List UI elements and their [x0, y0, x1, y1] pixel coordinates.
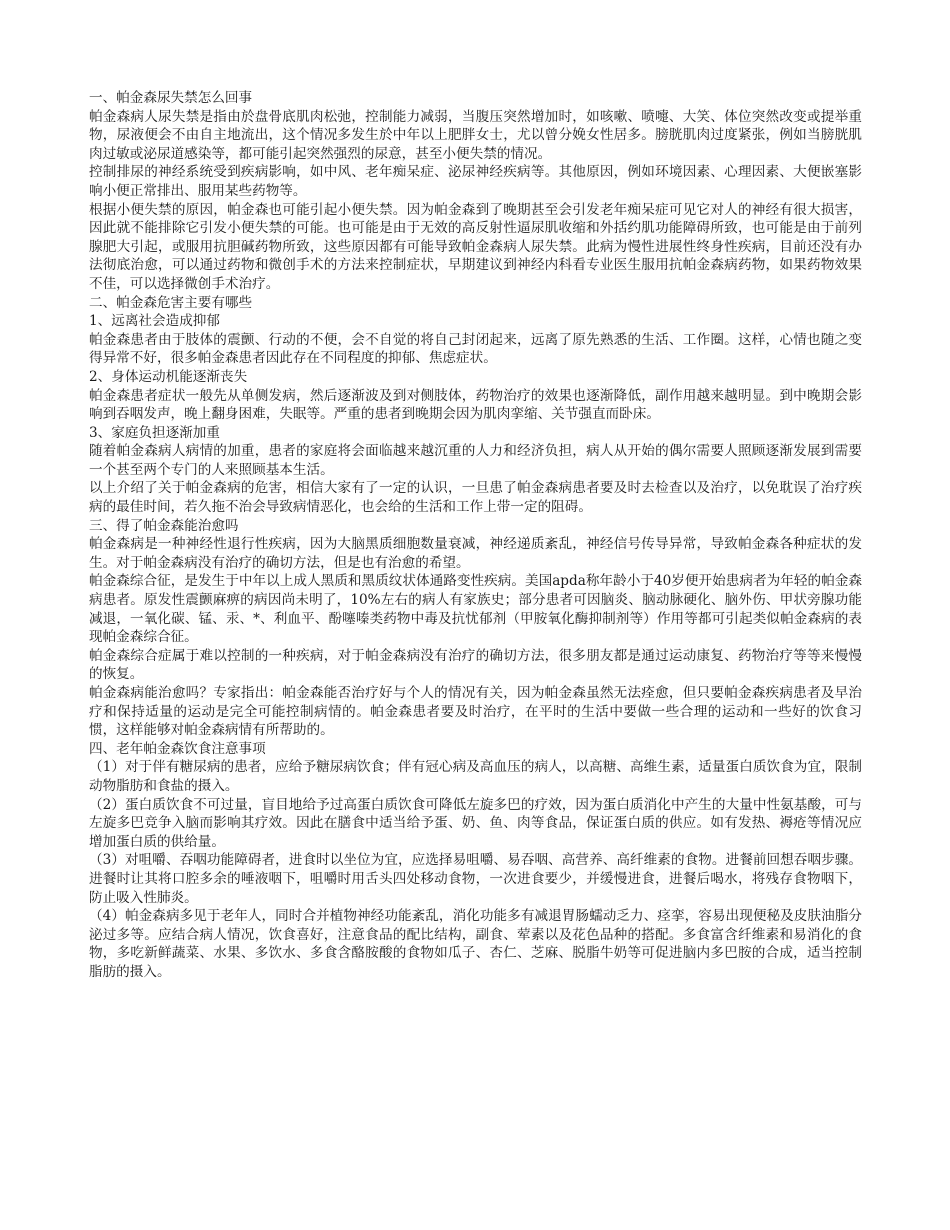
section-heading-2: 二、帕金森危害主要有哪些 [89, 294, 253, 311]
paragraph: 帕金森患者由于肢体的震颤、行动的不便，会不自觉的将自己封闭起来，远离了原先熟悉的生活、工作圈。这样，心情也随之变得异常不好，很多帕金森患者因此存在不同程度的抑郁、焦虑症状。 [89, 331, 862, 367]
list-item: （1）对于伴有糖尿病的患者，应给予糖尿病饮食；伴有冠心病及高血压的病人，以高糖、高维生素，适量蛋白质饮食为宜，限制动物脂肪和食盐的摄入。 [89, 759, 862, 794]
list-item: （4）帕金森病多见于老年人，同时合并植物神经功能紊乱，消化功能多有减退胃肠蠕动乏力、痉挛，容易出现便秘及皮肤油脂分泌过多等。应结合病人情况，饮食喜好，注意食品的配比结构，副食、荤素以及花色品种的搭配。多食富含纤维素和易消化的食物，多吃新鲜蔬菜、水果、多饮水、多食含酪胺酸的食物如瓜子、杏仁、芝麻、脱脂牛奶等可促进脑内多巴胺的合成，适当控制脂肪的摄入。 [89, 908, 862, 980]
section-heading-4: 四、老年帕金森饮食注意事项 [89, 740, 266, 757]
paragraph: 根据小便失禁的原因，帕金森也可能引起小便失禁。因为帕金森到了晚期甚至会引发老年痴呆症可见它对人的神经有很大损害，因此就不能排除它引发小便失禁的可能。也可能是由于无效的高反射性逼尿肌收缩和外括约肌功能障碍所致，也可能是由于前列腺肥大引起，或服用抗胆碱药物所致，这些原因都有可能导致帕金森病人尿失禁。此病为慢性进展性终身性疾病，目前还没有办法彻底治愈，可以通过药物和微创手术的方法来控制症状，早期建议到神经内科看专业医生服用抗帕金森病药物，如果药物效果不佳，可以选择微创手术治疗。 [89, 201, 862, 292]
subheading: 2、身体运动机能逐渐丧失 [89, 368, 248, 385]
paragraph: 帕金森病能治愈吗？专家指出：帕金森能否治疗好与个人的情况有关，因为帕金森虽然无法痊愈，但只要帕金森疾病患者及早治疗和保持适量的运动是完全可能控制病情的。帕金森患者要及时治疗，在平时的生活中要做一些合理的运动和一些好的饮食习惯，这样能够对帕金森病情有所帮助的。 [89, 685, 862, 739]
paragraph: 帕金森病人尿失禁是指由於盘骨底肌肉松弛，控制能力减弱，当腹压突然增加时，如咳嗽、喷嚏、大笑、体位突然改变或提举重物，尿液便会不由自主地流出，这个情况多发生於中年以上肥胖女士，尤以曾分娩女性居多。膀胱肌肉过度紧张，例如当膀胱肌肉过敏或泌尿道感染等，都可能引起突然强烈的尿意，甚至小便失禁的情况。 [89, 108, 862, 162]
paragraph: 帕金森综合征，是发生于中年以上成人黑质和黑质纹状体通路变性疾病。美国apda称年龄小于40岁便开始患病者为年轻的帕金森病患者。原发性震颤麻痹的病因尚未明了，10%左右的病人有家族史；部分患者可因脑炎、脑动脉硬化、脑外伤、甲状旁腺功能减退，一氧化碳、锰、汞、*、利血平、酚噻嗪类药物中毒及抗忧郁剂（甲胺氧化酶抑制剂等）作用等都可引起类似帕金森病的表现帕金森综合征。 [89, 573, 862, 646]
list-item: （2）蛋白质饮食不可过量，盲目地给予过高蛋白质饮食可降低左旋多巴的疗效，因为蛋白质消化中产生的大量中性氨基酸，可与左旋多巴竞争入脑而影响其疗效。因此在膳食中适当给予蛋、奶、鱼、肉等食品，保证蛋白质的供应。如有发热、褥疮等情况应增加蛋白质的供给量。 [89, 796, 862, 850]
paragraph: 帕金森病是一种神经性退行性疾病，因为大脑黑质细胞数量衰减，神经递质紊乱，神经信号传导异常，导致帕金森各种症状的发生。对于帕金森病没有治疗的确切方法，但是也有治愈的希望。 [89, 536, 862, 571]
list-item: （3）对咀嚼、吞咽功能障碍者，进食时以坐位为宜，应选择易咀嚼、易吞咽、高营养、高纤维素的食物。进餐前回想吞咽步骤。进餐时让其将口腔多余的唾液咽下，咀嚼时用舌头四处移动食物，一次进食要少，并缓慢进食，进餐后喝水，将残存食物咽下，防止吸入性肺炎。 [89, 852, 862, 906]
paragraph: 帕金森患者症状一般先从单侧发病，然后逐渐波及到对侧肢体，药物治疗的效果也逐渐降低，副作用越来越明显。到中晚期会影响到吞咽发声，晚上翻身困难，失眠等。严重的患者到晚期会因为肌肉挛缩、关节强直而卧床。 [89, 387, 862, 423]
subheading: 1、远离社会造成抑郁 [89, 313, 220, 330]
paragraph: 随着帕金森病人病情的加重，患者的家庭将会面临越来越沉重的人力和经济负担，病人从开始的偶尔需要人照顾逐渐发展到需要一个甚至两个专门的人来照顾基本生活。 [89, 443, 862, 478]
document-body [89, 89, 862, 982]
paragraph: 以上介绍了关于帕金森病的危害，相信大家有了一定的认识，一旦患了帕金森病患者要及时去检查以及治疗，以免耽误了治疗疾病的最佳时间，若久拖不治会导致病情恶化，也会给的生活和工作上带一定的阻碍。 [89, 480, 862, 516]
section-heading-3: 三、得了帕金森能治愈吗 [89, 517, 239, 534]
section-heading-1: 一、帕金森尿失禁怎么回事 [89, 90, 253, 106]
subheading: 3、家庭负担逐渐加重 [89, 424, 220, 441]
paragraph: 控制排尿的神经系统受到疾病影响，如中风、老年痴呆症、泌尿神经疾病等。其他原因，例如环境因素、心理因素、大便嵌塞影响小便正常排出、服用某些药物等。 [89, 164, 862, 199]
paragraph: 帕金森综合症属于难以控制的一种疾病，对于帕金森病没有治疗的确切方法，很多朋友都是通过运动康复、药物治疗等等来慢慢的恢复。 [89, 647, 862, 683]
